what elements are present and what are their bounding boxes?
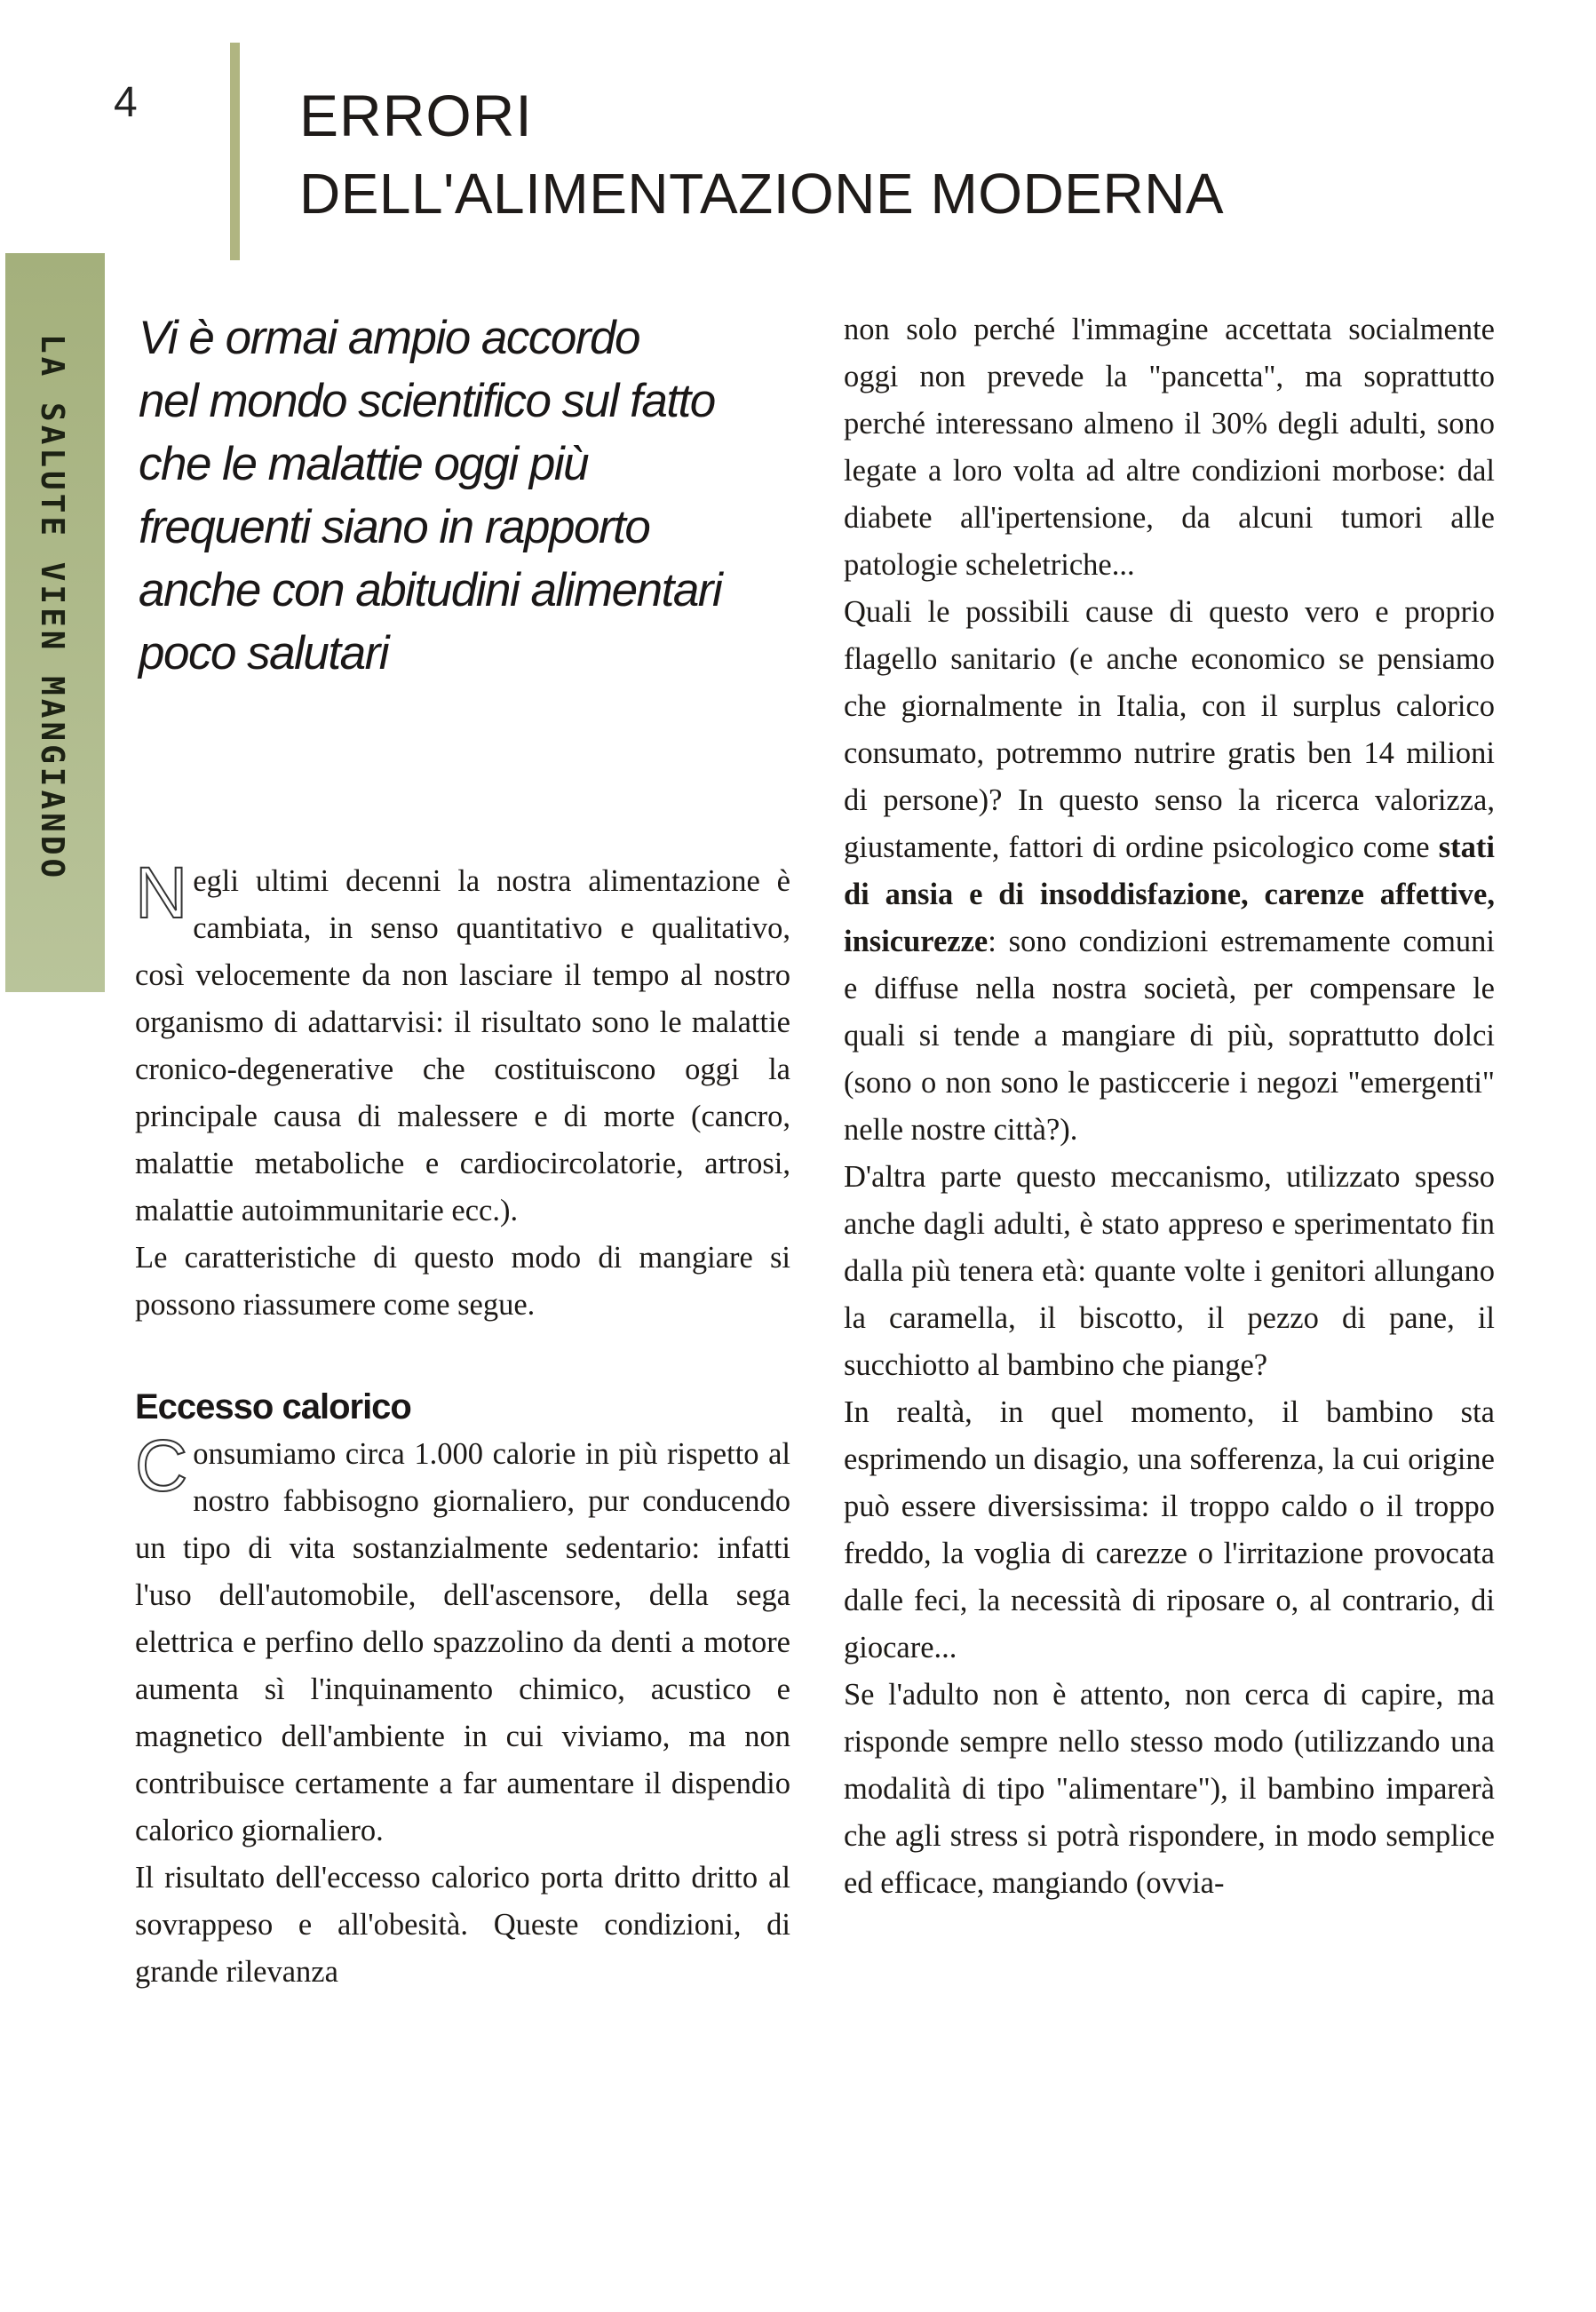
body-paragraph: [135, 853, 790, 1235]
right-column: [844, 306, 1495, 1907]
body-paragraph: [135, 1426, 790, 1855]
title-accent-bar: [230, 43, 240, 260]
body-paragraph: non solo perché l'immagine accettata socialmente oggi non prevede la "pancetta", ma soprattutto perché interessano almeno il 30% degli adulti, sono legate a loro volta ad altre condizioni morbose: dal diabete all'ipertensione, da alcuni tumori alle patologie scheletriche...: [844, 313, 1495, 582]
body-paragraph: D'altra parte questo meccanismo, utilizzato spesso anche dagli adulti, è stato appreso e sperimentato fin dalla più tenera età: quante volte i genitori allungano la caramella, il biscotto, il pezzo di pane, il succhiotto al bambino che piange?: [844, 1160, 1495, 1382]
intro-line: che le malattie oggi più: [139, 438, 589, 490]
intro-line: nel mondo scientifico sul fatto: [139, 375, 715, 427]
drop-cap: N: [135, 853, 188, 934]
chapter-title-line-1: ERRORI: [299, 83, 533, 148]
body-paragraph: Il risultato dell'eccesso calorico porta dritto dritto al sovrappeso e all'obesità. Queste condizioni, di grande rilevanza: [135, 1861, 790, 1989]
intro-line: poco salutari: [139, 627, 389, 679]
drop-cap: C: [135, 1426, 188, 1506]
left-column: [135, 853, 790, 1996]
chapter-title: [299, 76, 1224, 233]
intro-summary: [139, 306, 778, 685]
intro-line: Vi è ormai ampio accordo: [139, 312, 639, 364]
chapter-title-line-2: DELL'ALIMENTAZIONE MODERNA: [299, 162, 1225, 226]
paragraph-text: egli ultimi decenni la nostra alimentazione è cambiata, in senso quantitativo e qualitativo, così velocemente da non lasciare il tempo al nostro organismo di adattarvisi: il risultato sono le malattie cronico-degenerative che costituiscono oggi la principale causa di malessere e di morte (cancro, malattie metaboliche e cardiocircolatorie, artrosi, malattie autoimmunitarie ecc.).: [135, 864, 790, 1228]
body-paragraph: In realtà, in quel momento, il bambino sta esprimendo un disagio, una sofferenza, la cui origine può essere diversissima: il troppo caldo o il troppo freddo, la voglia di carezze o l'irritazione provocata dalle feci, la necessità di riposare o, al contrario, di giocare...: [844, 1395, 1495, 1664]
running-head-vertical: LA SALUTE VIEN MANGIANDO: [34, 334, 70, 882]
body-paragraph: Le caratteristiche di questo modo di mangiare si possono riassumere come segue.: [135, 1241, 790, 1322]
intro-line: anche con abitudini alimentari: [139, 564, 722, 616]
body-paragraph: Se l'adulto non è attento, non cerca di capire, ma risponde sempre nello stesso modo (utilizzando una modalità di tipo "alimentare"), il bambino imparerà che agli stress si potrà rispondere, in modo semplice ed efficace, mangiando (ovvia-: [844, 1678, 1495, 1900]
intro-line: frequenti siano in rapporto: [139, 501, 650, 553]
page-number: 4: [114, 79, 138, 126]
body-paragraph: [844, 589, 1495, 1154]
section-heading: Eccesso calorico: [135, 1387, 411, 1426]
paragraph-text: Quali le possibili cause di questo vero e proprio flagello sanitario (e anche economico se pensiamo che giornalmente in Italia, con il surplus calorico consumato, potremmo nutrire gratis ben 14 milioni di persone)? In questo senso la ricerca valorizza, giustamente, fattori di ordine psicologico come: [844, 595, 1495, 864]
bold-emphasis: stati di ansia e di insoddisfazione, carenze affettive, insicurezze: [844, 830, 1495, 958]
paragraph-text: onsumiamo circa 1.000 calorie in più rispetto al nostro fabbisogno giornaliero, pur conducendo un tipo di vita sostanzialmente sedentario: infatti l'uso dell'automobile, dell'ascensore, della sega elettrica e perfino dello spazzolino da denti a motore aumenta sì l'inquinamento chimico, acustico e magnetico dell'ambiente in cui viviamo, ma non contribuisce certamente a far aumentare il dispendio calorico giornaliero.: [135, 1437, 790, 1847]
paragraph-text: : sono condizioni estremamente comuni e diffuse nella nostra società, per compensare le quali si tende a mangiare di più, soprattutto dolci (sono o non sono le pasticcerie i negozi "emergenti" nelle nostre città?).: [844, 925, 1495, 1147]
